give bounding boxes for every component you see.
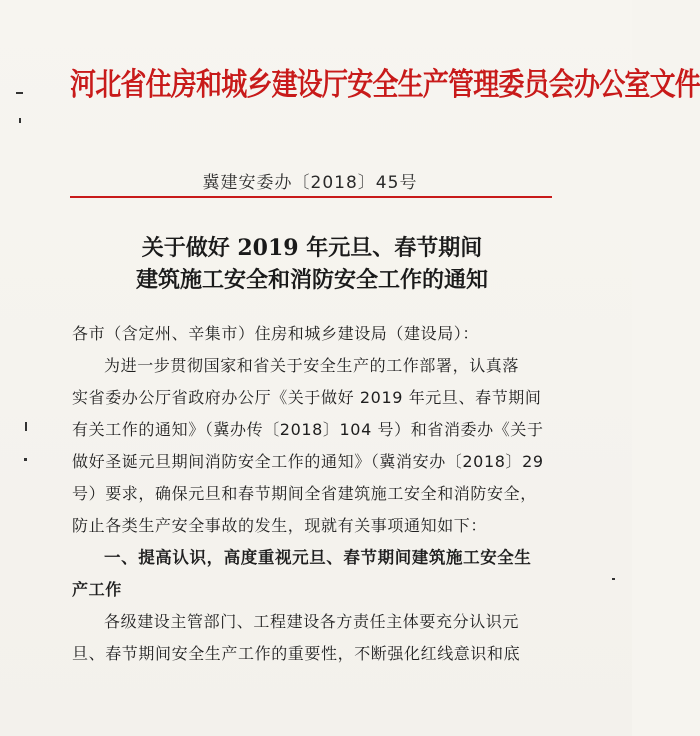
section-heading: 一、提高认识，高度重视元旦、春节期间建筑施工安全生 xyxy=(104,548,532,567)
body-line: 做好圣诞元旦期间消防安全工作的通知》（冀消安办〔2018〕29 xyxy=(72,452,544,471)
body-line: 防止各类生产安全事故的发生，现就有关事项通知如下： xyxy=(72,516,488,535)
body-line: 各级建设主管部门、工程建设各方责任主体要充分认识元 xyxy=(104,612,520,631)
body-line: 旦、春节期间安全生产工作的重要性，不断强化红线意识和底 xyxy=(72,644,521,663)
scan-mark xyxy=(24,458,27,461)
body-line: 实省委办公厅省政府办公厅《关于做好 2019 年元旦、春节期间 xyxy=(72,388,542,407)
scan-mark xyxy=(612,578,615,580)
section-heading: 产工作 xyxy=(72,580,122,599)
scan-mark xyxy=(19,118,21,123)
scan-mark xyxy=(25,422,27,431)
issuing-office-header: 河北省住房和城乡建设厅安全生产管理委员会办公室文件 xyxy=(70,67,700,103)
body-line: 为进一步贯彻国家和省关于安全生产的工作部署，认真落 xyxy=(104,356,520,375)
document-title-line-1: 关于做好 2019 年元旦、春节期间 xyxy=(141,235,483,261)
red-divider-line xyxy=(70,196,552,198)
body-line: 号）要求，确保元旦和春节期间全省建筑施工安全和消防安全， xyxy=(72,484,537,503)
document-body xyxy=(72,318,592,670)
document-number: 冀建安委办〔2018〕45号 xyxy=(202,173,418,193)
salutation: 各市（含定州、辛集市）住房和城乡建设局（建设局）： xyxy=(72,324,480,343)
body-line: 有关工作的通知》（冀办传〔2018〕104 号）和省消委办《关于 xyxy=(72,420,544,439)
scan-mark xyxy=(16,92,23,94)
document-title-line-2: 建筑施工安全和消防安全工作的通知 xyxy=(135,267,488,293)
